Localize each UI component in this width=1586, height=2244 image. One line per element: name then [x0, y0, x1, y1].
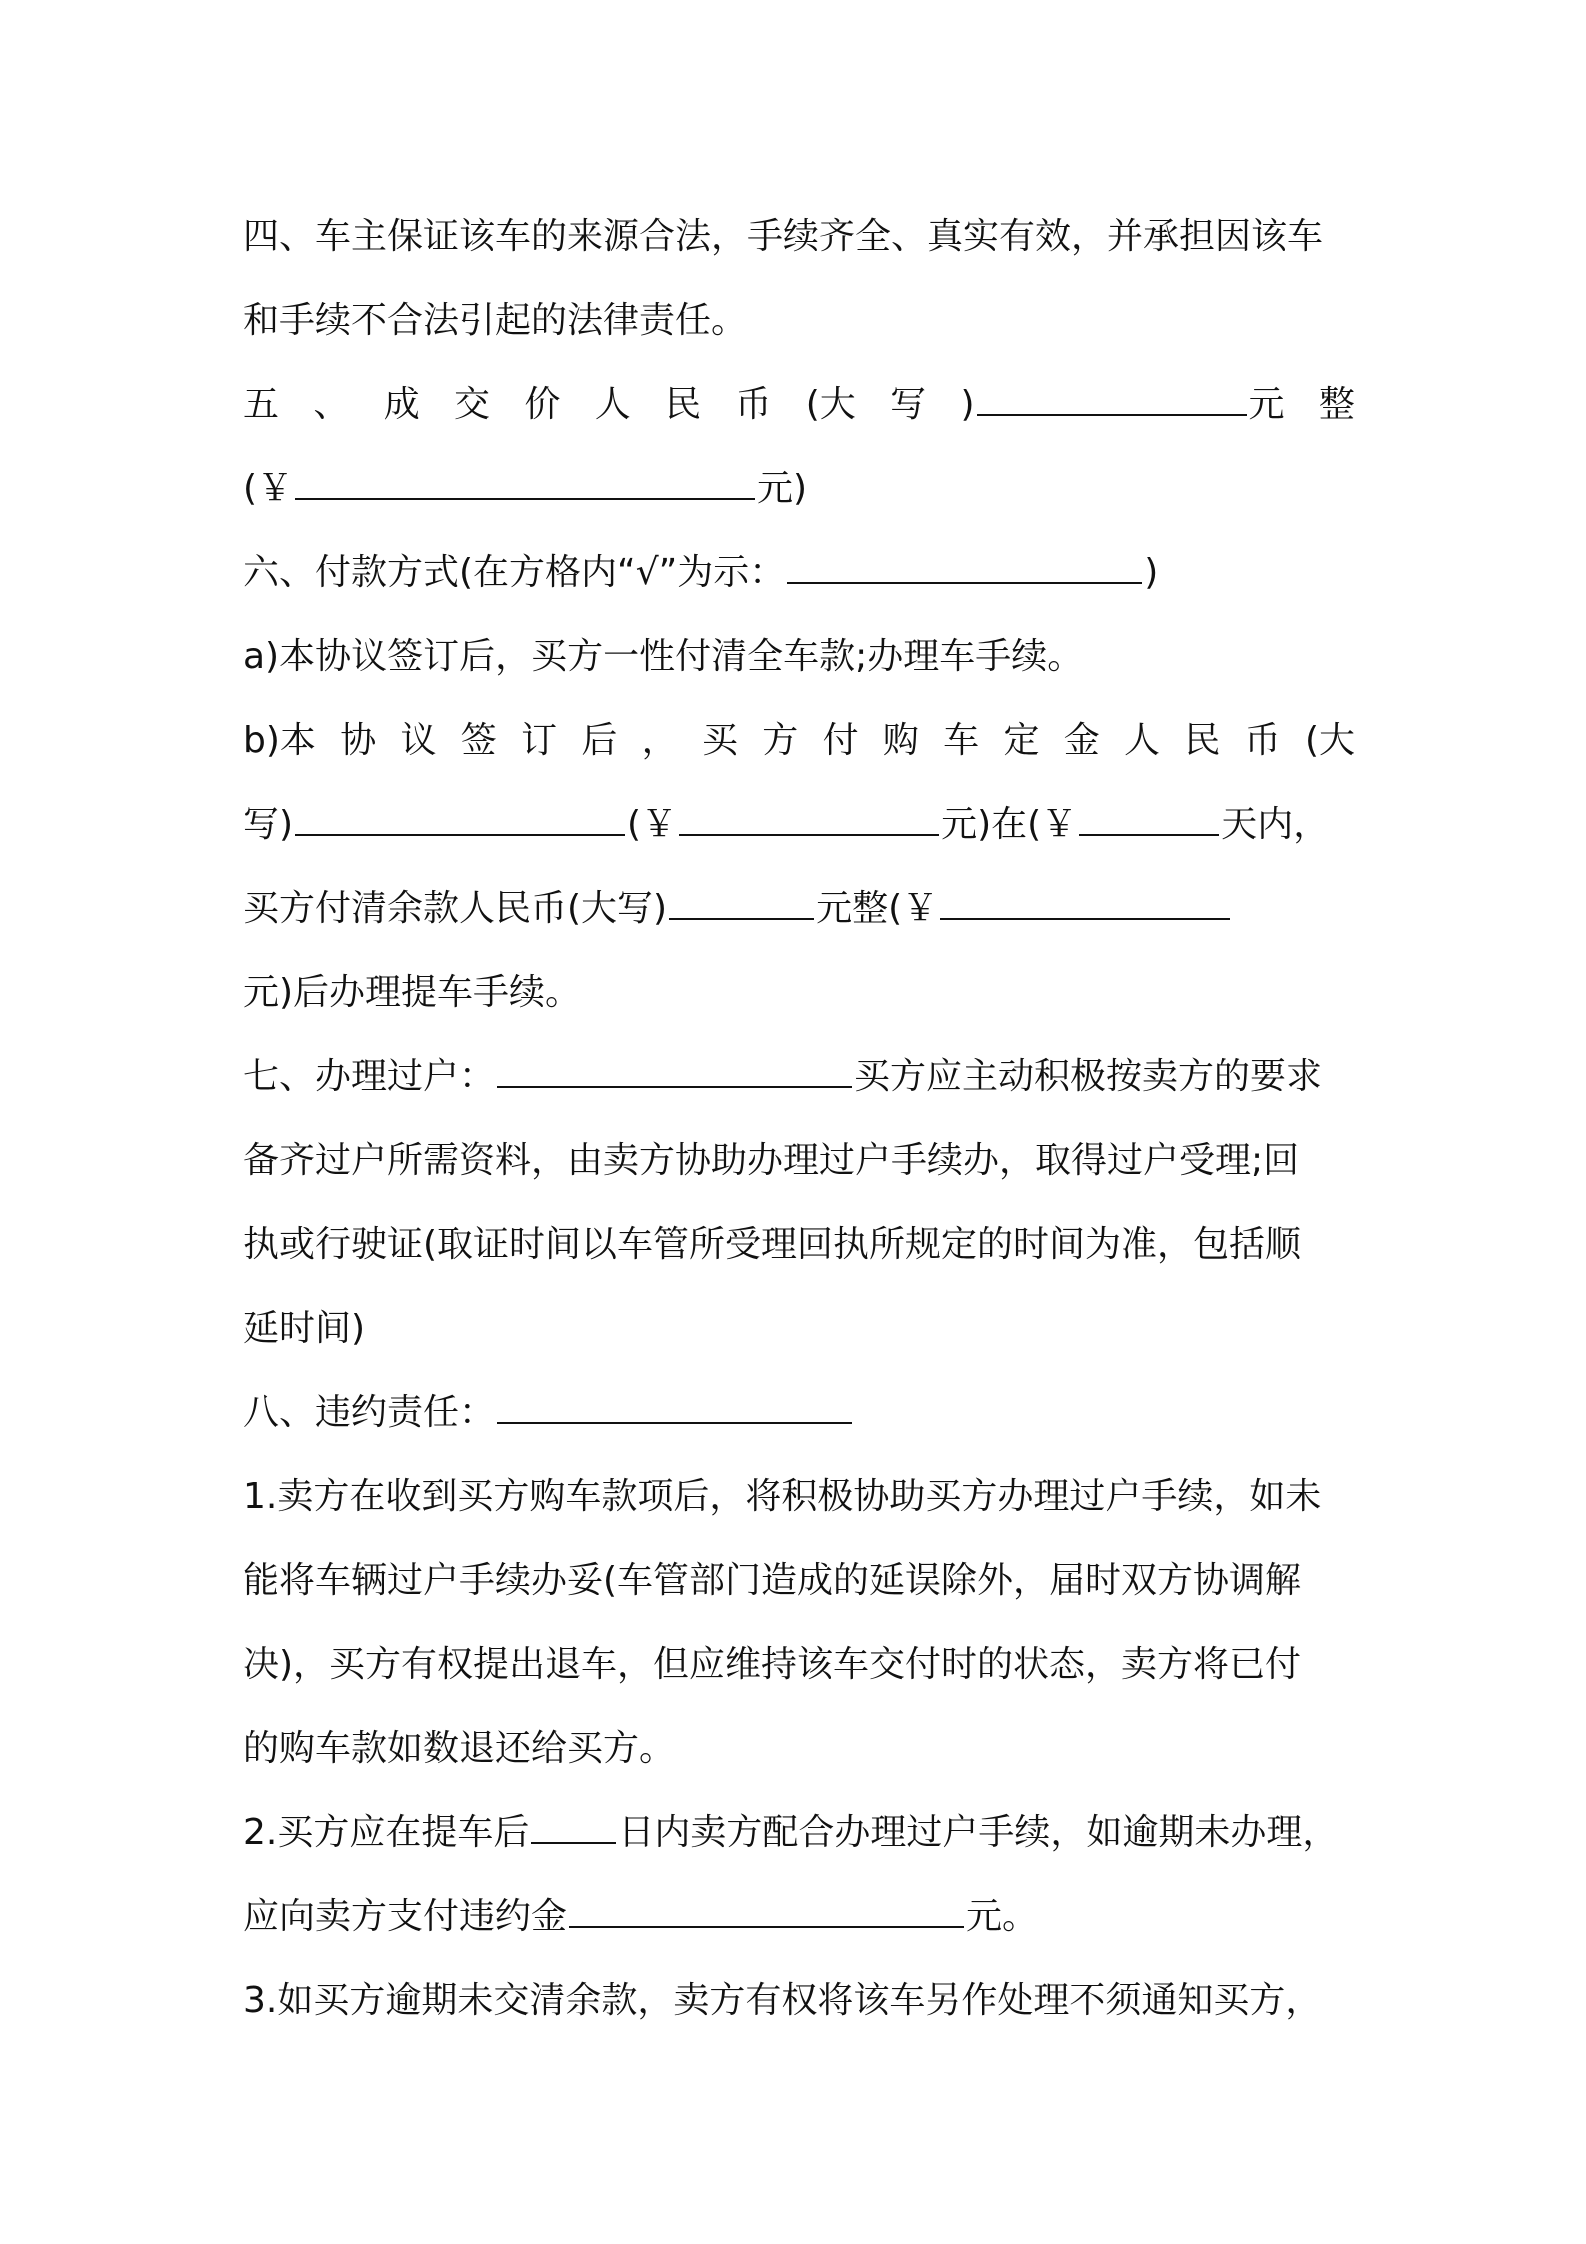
text: (￥: [627, 804, 678, 845]
text: 元整(￥: [816, 888, 939, 929]
text: 买方应主动积极按卖方的要求: [854, 1056, 1323, 1097]
char: 成: [383, 384, 420, 425]
text: 日内卖方配合办理过户手续，如逾期未办理，: [618, 1812, 1339, 1853]
section-7-line-1: [243, 1035, 1355, 1119]
section-7-line-3: [243, 1203, 1355, 1287]
text: 应向卖方支付违约金: [243, 1896, 568, 1937]
text: 七、办理过户：: [243, 1056, 496, 1097]
payment-method-blank[interactable]: [787, 552, 1142, 584]
text: 的购车款如数退还给买方。: [243, 1728, 676, 1769]
deposit-words-blank[interactable]: [295, 804, 625, 836]
section-4-line-1: [243, 195, 1355, 279]
char: 币: [735, 384, 772, 425]
char: ): [960, 384, 975, 425]
text: 元)后办理提车手续。: [243, 972, 582, 1013]
section-6-item-b-line-4: [243, 951, 1355, 1035]
char: 付: [822, 720, 859, 761]
char: 整: [1318, 384, 1355, 425]
section-8-item-1-line-2: [243, 1539, 1355, 1623]
text: 四、车主保证该车的来源合法，手续齐全、真实有效，并承担因该车: [243, 216, 1324, 257]
char: 车: [943, 720, 980, 761]
text: 延时间): [243, 1308, 366, 1349]
text: 1.卖方在收到买方购车款项后，将积极协助买方办理过户手续，如未: [243, 1476, 1322, 1517]
section-7-line-4: [243, 1287, 1355, 1371]
text: 元。: [966, 1896, 1039, 1937]
section-6-item-b-line-2: [243, 783, 1355, 867]
text: (￥: [243, 468, 294, 509]
text: a)本协议签订后，买方一性付清全车款;办理车手续。: [243, 636, 1084, 677]
section-6-item-a: [243, 615, 1355, 699]
char: b)本: [243, 720, 316, 761]
text: 和手续不合法引起的法律责任。: [243, 300, 748, 341]
balance-number-blank[interactable]: [940, 888, 1230, 920]
price-words-blank[interactable]: [977, 384, 1247, 416]
text: 六、付款方式(在方格内“√”为示：: [243, 552, 786, 593]
unit: 元: [1248, 384, 1285, 425]
char: 后: [581, 720, 618, 761]
transfer-blank[interactable]: [497, 1056, 852, 1088]
section-8-item-3-line-1: [243, 1959, 1355, 2043]
text: 能将车辆过户手续办妥(车管部门造成的延误除外，届时双方协调解: [243, 1560, 1302, 1601]
balance-words-blank[interactable]: [669, 888, 814, 920]
char: 订: [521, 720, 558, 761]
section-8-item-2-line-2: [243, 1875, 1355, 1959]
char: 价: [524, 384, 561, 425]
char: 五: [243, 384, 280, 425]
text: 备齐过户所需资料，由卖方协助办理过户手续办，取得过户受理;回: [243, 1140, 1300, 1181]
penalty-blank[interactable]: [569, 1896, 964, 1928]
text: 2.买方应在提车后: [243, 1812, 530, 1853]
char: 写: [890, 384, 927, 425]
price-number-blank[interactable]: [295, 468, 755, 500]
section-6-item-b-line-3: [243, 867, 1355, 951]
section-7-line-2: [243, 1119, 1355, 1203]
section-8-title: [243, 1371, 1355, 1455]
text: 八、违约责任：: [243, 1392, 496, 1433]
char: 方: [762, 720, 799, 761]
char: ，: [641, 720, 678, 761]
section-8-item-1-line-4: [243, 1707, 1355, 1791]
text: 元)在(￥: [941, 804, 1078, 845]
char: 买: [701, 720, 738, 761]
text: 元): [757, 468, 808, 509]
char: 金: [1063, 720, 1100, 761]
section-5-line-1: [243, 363, 1355, 447]
char: 签: [460, 720, 497, 761]
section-8-item-1-line-3: [243, 1623, 1355, 1707]
text: 写): [243, 804, 294, 845]
char: 、: [313, 384, 350, 425]
text: 3.如买方逾期未交清余款，卖方有权将该车另作处理不须通知买方，: [243, 1980, 1322, 2021]
section-8-item-1-line-1: [243, 1455, 1355, 1539]
section-8-item-2-line-1: [243, 1791, 1355, 1875]
transfer-days-blank[interactable]: [531, 1812, 616, 1844]
char: 人: [1124, 720, 1161, 761]
section-5-line-2: [243, 447, 1355, 531]
text: 天内，: [1221, 804, 1330, 845]
text: 买方付清余款人民币(大写): [243, 888, 668, 929]
deposit-number-blank[interactable]: [679, 804, 939, 836]
char: 币: [1244, 720, 1281, 761]
char: 定: [1003, 720, 1040, 761]
section-6-line-1: [243, 531, 1355, 615]
contract-page: [243, 195, 1355, 2043]
section-4-line-2: [243, 279, 1355, 363]
char: (大: [805, 384, 856, 425]
char: 民: [1184, 720, 1221, 761]
text: 执或行驶证(取证时间以车管所受理回执所规定的时间为准，包括顺: [243, 1224, 1302, 1265]
text: ): [1144, 552, 1159, 593]
char: 议: [400, 720, 437, 761]
char: 交: [454, 384, 491, 425]
text: 决)，买方有权提出退车，但应维持该车交付时的状态，卖方将已付: [243, 1644, 1302, 1685]
section-6-item-b-line-1: [243, 699, 1355, 783]
days-blank[interactable]: [1079, 804, 1219, 836]
char: 购: [882, 720, 919, 761]
char: 协: [340, 720, 377, 761]
char: (大: [1304, 720, 1355, 761]
char: 人: [594, 384, 631, 425]
breach-liability-blank[interactable]: [497, 1392, 852, 1424]
char: 民: [665, 384, 702, 425]
